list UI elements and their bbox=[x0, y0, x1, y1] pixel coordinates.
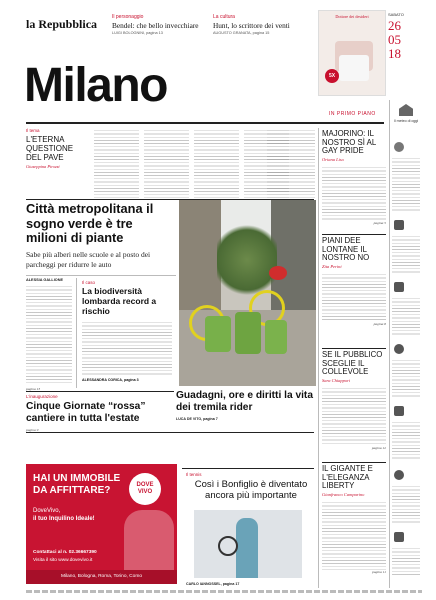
photo-player bbox=[236, 518, 258, 578]
story2-body bbox=[322, 272, 386, 322]
teaser-2-author: AUGUSTO GRANATA, pagina 15 bbox=[213, 31, 270, 35]
story4-title: IL GIGANTE E L'ELEGANZA LIBERTY bbox=[322, 464, 373, 490]
teaser-2-kicker: La cultura bbox=[213, 14, 235, 20]
music-icon bbox=[394, 344, 404, 354]
lead-body bbox=[26, 284, 72, 384]
lead-page-ref: pagina 13 bbox=[26, 387, 41, 391]
story3-author: Sara Chiappori bbox=[322, 377, 351, 383]
cinque-page-ref: pagina 9 bbox=[26, 428, 39, 432]
ad-web: Visita il sito www.dovevivo.it bbox=[33, 558, 93, 563]
city-title: Milano bbox=[24, 59, 167, 112]
sport-kicker: Il tennis bbox=[186, 472, 202, 477]
meteo-label: Il meteo di oggi bbox=[393, 119, 419, 123]
side-text bbox=[392, 358, 420, 398]
side-text bbox=[392, 296, 420, 336]
sport-author: CARLO IANNOSSEL, pagina 17 bbox=[186, 582, 240, 586]
photo-tree bbox=[217, 220, 277, 300]
masthead-rule bbox=[26, 122, 384, 124]
divider bbox=[182, 468, 314, 469]
ad-logo bbox=[129, 473, 161, 505]
story3-body bbox=[322, 386, 386, 446]
right-story-1[interactable] bbox=[322, 130, 386, 225]
building-icon bbox=[399, 104, 413, 116]
divider bbox=[318, 128, 319, 588]
bio-author: ALESSANDRA CORICA, pagina 3 bbox=[82, 378, 139, 383]
ad-logo-line1: DOVE bbox=[136, 482, 154, 488]
story4-body bbox=[322, 500, 386, 570]
lead-subtitle: Sabe più alberi nelle scuole e al posto dei parcheggi per ridurre le auto bbox=[26, 250, 151, 269]
divider bbox=[322, 462, 386, 463]
photo-backpack bbox=[205, 316, 231, 352]
side-text bbox=[392, 234, 420, 274]
story1-body bbox=[322, 165, 386, 221]
footer-strip bbox=[26, 590, 422, 593]
text-col bbox=[94, 128, 139, 198]
editorial-title: L'ETERNA QUESTIONE DEL PAVE bbox=[26, 135, 74, 162]
story4-author: Gianfranco Camparino bbox=[322, 491, 365, 497]
text-col bbox=[194, 128, 239, 198]
art-icon bbox=[394, 532, 404, 542]
divider bbox=[322, 348, 386, 349]
date-box bbox=[388, 12, 418, 61]
story4-page-ref: pagina 11 bbox=[372, 569, 386, 574]
paper-logo: la Repubblica bbox=[26, 17, 98, 31]
side-text bbox=[392, 484, 420, 524]
bio-story[interactable] bbox=[82, 280, 172, 382]
photo-racket bbox=[218, 536, 238, 556]
tennis-photo[interactable] bbox=[194, 510, 302, 578]
story2-title: PIANI DEE LONTANE IL NOSTRO NO bbox=[322, 236, 370, 262]
text-col bbox=[144, 128, 189, 198]
cinque-title[interactable]: Cinque Giornate “rossa” cantiere in tutta l'estate bbox=[26, 401, 146, 424]
divider bbox=[26, 391, 174, 392]
divider bbox=[322, 234, 386, 235]
side-text bbox=[392, 546, 420, 576]
photo-balloon bbox=[269, 266, 287, 280]
bio-title: La biodiversità lombarda record a rischio bbox=[82, 286, 157, 316]
teaser-1-author: LUIGI BOLOGNINI, pagina 13 bbox=[112, 31, 163, 35]
weather-icon bbox=[394, 142, 404, 152]
right-story-2[interactable] bbox=[322, 237, 386, 326]
divider bbox=[76, 278, 77, 388]
editorial-kicker: Il tema bbox=[26, 128, 40, 133]
divider bbox=[26, 275, 176, 276]
ad-sub1: DoveVivo, bbox=[33, 508, 61, 514]
teaser-2-title: Hunt, lo scrittore dei venti bbox=[213, 21, 290, 30]
divider bbox=[389, 100, 390, 588]
ad-logo-line2: VIVO bbox=[137, 489, 153, 495]
calendar-icon bbox=[394, 220, 404, 230]
cinque-kicker: L'inaugurazione bbox=[26, 394, 58, 399]
photo-backpack bbox=[265, 320, 287, 354]
ticket-icon bbox=[394, 282, 404, 292]
teaser-1-title: Bendel: che bello invecchiare bbox=[112, 21, 199, 30]
date-year: 18 bbox=[388, 46, 401, 61]
bio-kicker: Il caso bbox=[82, 280, 96, 285]
lead-author: ALESSIA GALLIONE bbox=[26, 278, 63, 282]
editorial-author: Giuseppina Pirozzi bbox=[26, 164, 60, 169]
lead-title[interactable]: Città metropolitana il sogno verde è tre milioni di piante bbox=[26, 201, 154, 245]
top-ad[interactable] bbox=[318, 10, 386, 96]
ad-contact: Contattaci al n. 02.36667390 bbox=[33, 550, 97, 555]
top-ad-image bbox=[339, 55, 369, 81]
bottom-rule bbox=[26, 432, 314, 433]
date-month: 05 bbox=[388, 32, 401, 47]
photo-story-title[interactable]: Guadagni, ore e diritti la vita dei tremila rider bbox=[176, 390, 313, 413]
text-col bbox=[267, 128, 315, 198]
dovevivo-ad[interactable] bbox=[26, 464, 177, 584]
teaser-2[interactable] bbox=[213, 14, 308, 35]
story1-author: Oriana Liso bbox=[322, 156, 344, 162]
film-icon bbox=[394, 406, 404, 416]
side-index bbox=[391, 104, 421, 123]
photo-story-author: LUCA DE VITO, pagina 7 bbox=[176, 417, 218, 421]
bio-body bbox=[82, 320, 172, 376]
sport-title[interactable]: Così i Bonfiglio è diventato ancora più importante bbox=[194, 479, 308, 501]
teaser-1[interactable] bbox=[112, 14, 207, 35]
ad-sub2: il tuo Inquilino Ideale! bbox=[33, 516, 95, 522]
story3-page-ref: pagina 12 bbox=[371, 445, 386, 450]
ad-cities: Milano, Bologna, Roma, Torino, Como bbox=[26, 570, 177, 584]
photo-building-left bbox=[179, 200, 221, 320]
side-text bbox=[392, 156, 420, 212]
ad-headline: HAI UN IMMOBILE DA AFFITTARE? bbox=[33, 473, 121, 496]
story2-author: Zita Perini bbox=[322, 263, 342, 269]
story3-title: SE IL PUBBLICO SCEGLIE IL COLLEVOLE bbox=[322, 350, 383, 376]
primo-piano-label: IN PRIMO PIANO bbox=[329, 111, 376, 117]
photo-backpack bbox=[235, 312, 261, 354]
editorial[interactable] bbox=[26, 128, 74, 169]
right-story-3[interactable] bbox=[322, 351, 386, 450]
story2-page-ref: pagina 8 bbox=[373, 321, 386, 326]
story1-title: MAJORINO: IL NOSTRO SÌ AL GAY PRIDE bbox=[322, 129, 376, 155]
right-story-4[interactable] bbox=[322, 465, 386, 574]
side-text bbox=[392, 420, 420, 460]
top-ad-brand: Dottore dei desideri bbox=[335, 14, 369, 19]
story1-page-ref: pagina 5 bbox=[373, 220, 386, 225]
rider-photo[interactable] bbox=[179, 200, 316, 386]
top-ad-badge: 5X bbox=[325, 69, 339, 83]
theatre-icon bbox=[394, 470, 404, 480]
teaser-1-kicker: Il personaggio bbox=[112, 14, 144, 20]
date-day: 26 bbox=[388, 18, 401, 33]
date-day-name: SABATO bbox=[388, 12, 404, 17]
